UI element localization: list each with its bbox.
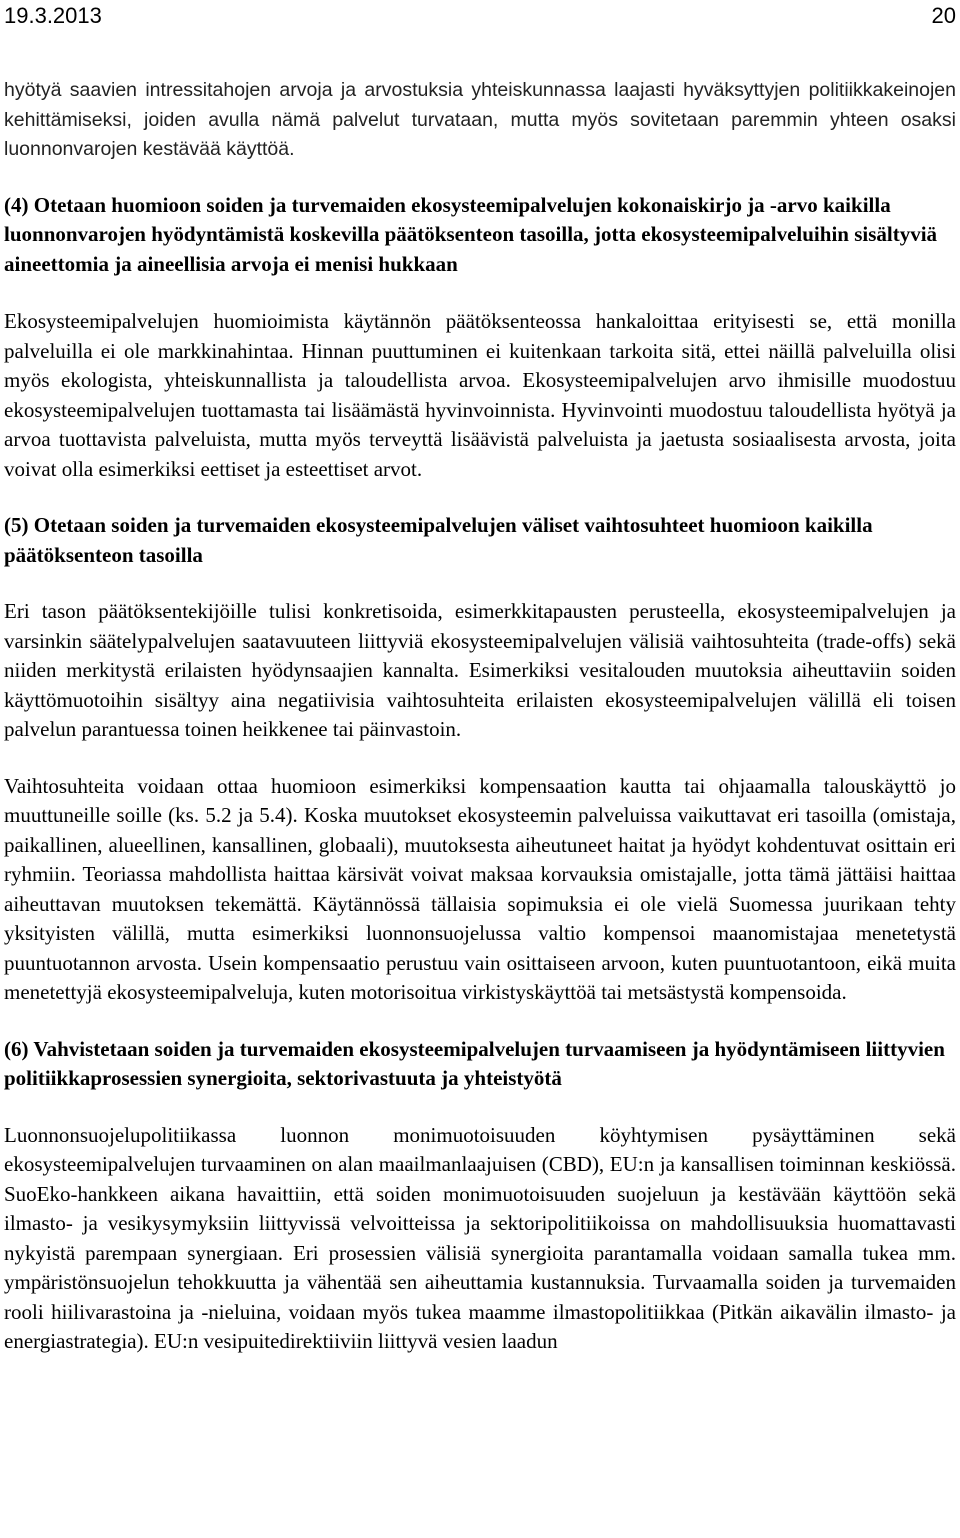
body-paragraph: Vaihtosuhteita voidaan ottaa huomioon esimerkiksi kompensaation kautta tai ohjaamalla talouskäyttö jo muuttuneille soille (ks. 5.2 ja 5.4). Koska muutokset ekosysteemin palveluissa vaikuttavat eri tasoilla (omistaja, paikallinen, alueellinen, kansallinen, globaali), muutoksesta aiheutuneet haitat ja hyödyt kohdentuvat osittain eri ryhmiin. Teoriassa mahdollista haittaa kärsivät voivat maksaa korvauksia omistajalle, jotta tämä jättäisi haittaa aiheuttavan muutoksen tekemättä. Käytännössä tällaisia sopimuksia ei ole vielä Suomessa juurikaan tehty yksityisten välillä, mutta esimerkiksi luonnonsuojelussa valtio kompensoi maanomistajaa menetetystä puuntuotannon arvosta. Usein kompensaatio perustuu vain osittaiseen arvoon, kuten puuntuotantoon, eikä muita menetettyjä ekosysteemipalveluja, kuten motorisoitua virkistyskäyttöä tai metsästystä kompensoida. (4, 773, 956, 1004)
body-paragraph: hyötyä saavien intressitahojen arvoja ja arvostuksia yhteiskunnassa laajasti hyväksyttyjen politiikkakeinojen kehittämiseksi, joiden avulla nämä palvelut turvataan, mutta myös sovitetaan paremmin yhteen osaksi luonnonvarojen kestävää käyttöä. (4, 79, 956, 160)
body-paragraph: Ekosysteemipalvelujen huomioimista käytännön päätöksenteossa hankaloittaa erityisesti se, että monilla palveluilla ei ole markkinahintaa. Hinnan puuttuminen ei kuitenkaan tarkoita sitä, ettei näillä palveluilla olisi myös ekologista, yhteiskunnallista ja taloudellista arvoa. Ekosysteemipalvelujen arvo ihmisille muodostuu ekosysteemipalvelujen tuottamasta tai lisäämästä hyvinvoinnista. Hyvinvointi muodostuu taloudellista hyötyä ja arvoa tuottavista palveluista, mutta myös terveyttä lisäävistä palveluista ja jaetusta sosiaalisesta arvosta, joita voivat olla esimerkiksi eettiset ja esteettiset arvot. (4, 309, 956, 481)
section-heading-6: (6) Vahvistetaan soiden ja turvemaiden ekosysteemipalvelujen turvaamiseen ja hyödyntämiseen liittyvien politiikkaprosessien synergioita, sektorivastuuta ja yhteistyötä (4, 1036, 945, 1090)
page-header (0, 0, 960, 32)
header-date: 19.3.2013 (4, 3, 102, 28)
body-paragraph: Luonnonsuojelupolitiikassa luonnon monimuotoisuuden köyhtymisen pysäyttäminen sekä ekosysteemipalvelujen turvaaminen on alan maailmanlaajuisen (CBD), EU:n ja kansallisen toiminnan keskiössä. SuoEko-hankkeen aikana havaittiin, että soiden monimuotoisuuden suojeluun ja kestävään käyttöön sekä ilmasto- ja vesikysymyksiin liittyvissä velvoitteissa ja sektoripolitiikoissa on mahdollisuuksia huomattavasti nykyistä parempaan synergiaan. Eri prosessien välisiä synergioita parantamalla voidaan samalla tukea mm. ympäristönsuojelun tehokkuutta ja vähentää sen aiheuttamia kustannuksia. Turvaamalla soiden ja turvemaiden rooli hiilivarastoina ja -nieluina, voidaan myös tukea maamme ilmastopolitiikkaa (Pitkän aikavälin ilmasto- ja energiastrategia). EU:n vesipuitedirektiiviin liittyvä vesien laadun (4, 1122, 956, 1353)
page-number: 20 (931, 3, 956, 28)
document-body (4, 76, 956, 1357)
section-heading-5: (5) Otetaan soiden ja turvemaiden ekosysteemipalvelujen väliset vaihtosuhteet huomioon kaikilla päätöksenteon tasoilla (4, 513, 873, 567)
section-heading-4: (4) Otetaan huomioon soiden ja turvemaiden ekosysteemipalvelujen kokonaiskirjo ja -arvo kaikilla luonnonvarojen hyödyntämistä koskevilla päätöksenteon tasoilla, jotta ekosysteemipalveluihin sisältyviä aineettomia ja aineellisia arvoja ei menisi hukkaan (4, 192, 938, 276)
body-paragraph: Eri tason päätöksentekijöille tulisi konkretisoida, esimerkkitapausten perusteella, ekosysteemipalvelujen ja varsinkin säätelypalvelujen saatavuuteen liittyviä ekosysteemipalvelujen välisiä vaihtosuhteita (trade-offs) sekä niiden merkitystä erilaisten hyödynsaajien kannalta. Esimerkiksi vesitalouden muutoksia aiheuttaviin soiden käyttömuotoihin sisältyy aina negatiivisia vaihtosuhteita erilaisten ekosysteemipalvelujen välillä eli toisen palvelun parantuessa toinen heikkenee tai päinvastoin. (4, 599, 956, 741)
